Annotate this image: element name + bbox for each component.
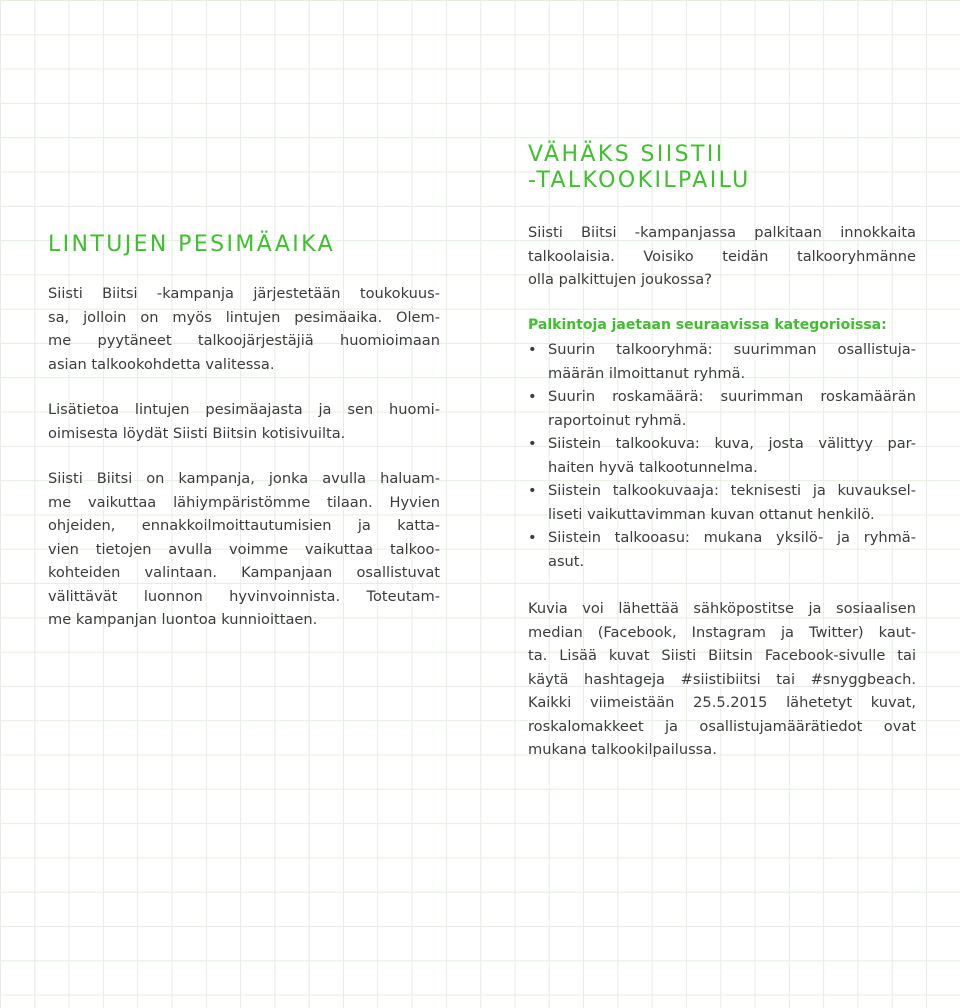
paragraph-campaign-description: Siisti Biitsi on kampanja, jonka avulla haluam- me vaikuttaa lähiympäristömme tilaan. Hyvien ohjeiden, ennakkoilmoittautumisien ja katta- vien tietojen avulla voimme vaikuttaa talkoo- kohteiden valintaan. Kampanjaan osallistuvat välittävät luonnon hyvinvoinnista. Toteutam- me kampanjan luontoa kunnioittaen. [48, 470, 440, 628]
section-cleanup-contest [528, 142, 916, 784]
categories-heading: Palkintoja jaetaan seuraavissa kategorioissa: [528, 316, 887, 333]
bullet-icon: • [528, 388, 537, 405]
list-item: • Suurin talkooryhmä: suurimman osallistuja- määrän ilmoittanut ryhmä. [528, 338, 916, 385]
list-item: • Siistein talkookuvaaja: teknisesti ja kuvauksel- liseti vaikuttavimman kuvan ottanut henkilö. [528, 479, 916, 526]
bullet-icon: • [528, 482, 537, 499]
section-bird-nesting [48, 232, 440, 654]
list-item: • Siistein talkooasu: mukana yksilö- ja ryhmä- asut. [528, 526, 916, 573]
section-title-bird-nesting: LINTUJEN PESIMÄAIKA [48, 232, 336, 257]
paragraph-nesting-season: Siisti Biitsi -kampanja järjestetään toukokuus- sa, jolloin on myös lintujen pesimäaika. Olem- me pyytäneet talkoojärjestäjiä huomioimaan asian talkookohdetta valitessa. [48, 285, 440, 373]
paragraph-submission-info: Kuvia voi lähettää sähköpostitse ja sosiaalisen median (Facebook, Instagram ja Twitter) kaut- ta. Lisää kuvat Siisti Biitsin Facebook-sivulle tai käytä hashtageja #siistibiitsi tai #snyggbeach. Kaikki viimeistään 25.5.2015 lähetetyt kuvat, roskalomakkeet ja osallistujamäärätiedot ovat mukana talkookilpailussa. [528, 600, 916, 758]
bullet-icon: • [528, 529, 537, 546]
paragraph-contest-intro: Siisti Biitsi -kampanjassa palkitaan innokkaita talkoolaisia. Voisiko teidän talkooryhmänne olla palkittujen joukossa? [528, 224, 916, 288]
category-list [528, 338, 916, 573]
list-item: • Suurin roskamäärä: suurimman roskamäärän raportoinut ryhmä. [528, 385, 916, 432]
section-title-cleanup-contest: VÄHÄKS SIISTII -TALKOOKILPAILU [528, 142, 751, 193]
bullet-icon: • [528, 435, 537, 452]
bullet-icon: • [528, 341, 537, 358]
list-item: • Siistein talkookuva: kuva, josta välittyy par- haiten hyvä talkootunnelma. [528, 432, 916, 479]
paragraph-more-info: Lisätietoa lintujen pesimäajasta ja sen huomi- oimisesta löydät Siisti Biitsin kotisivuilta. [48, 401, 440, 442]
